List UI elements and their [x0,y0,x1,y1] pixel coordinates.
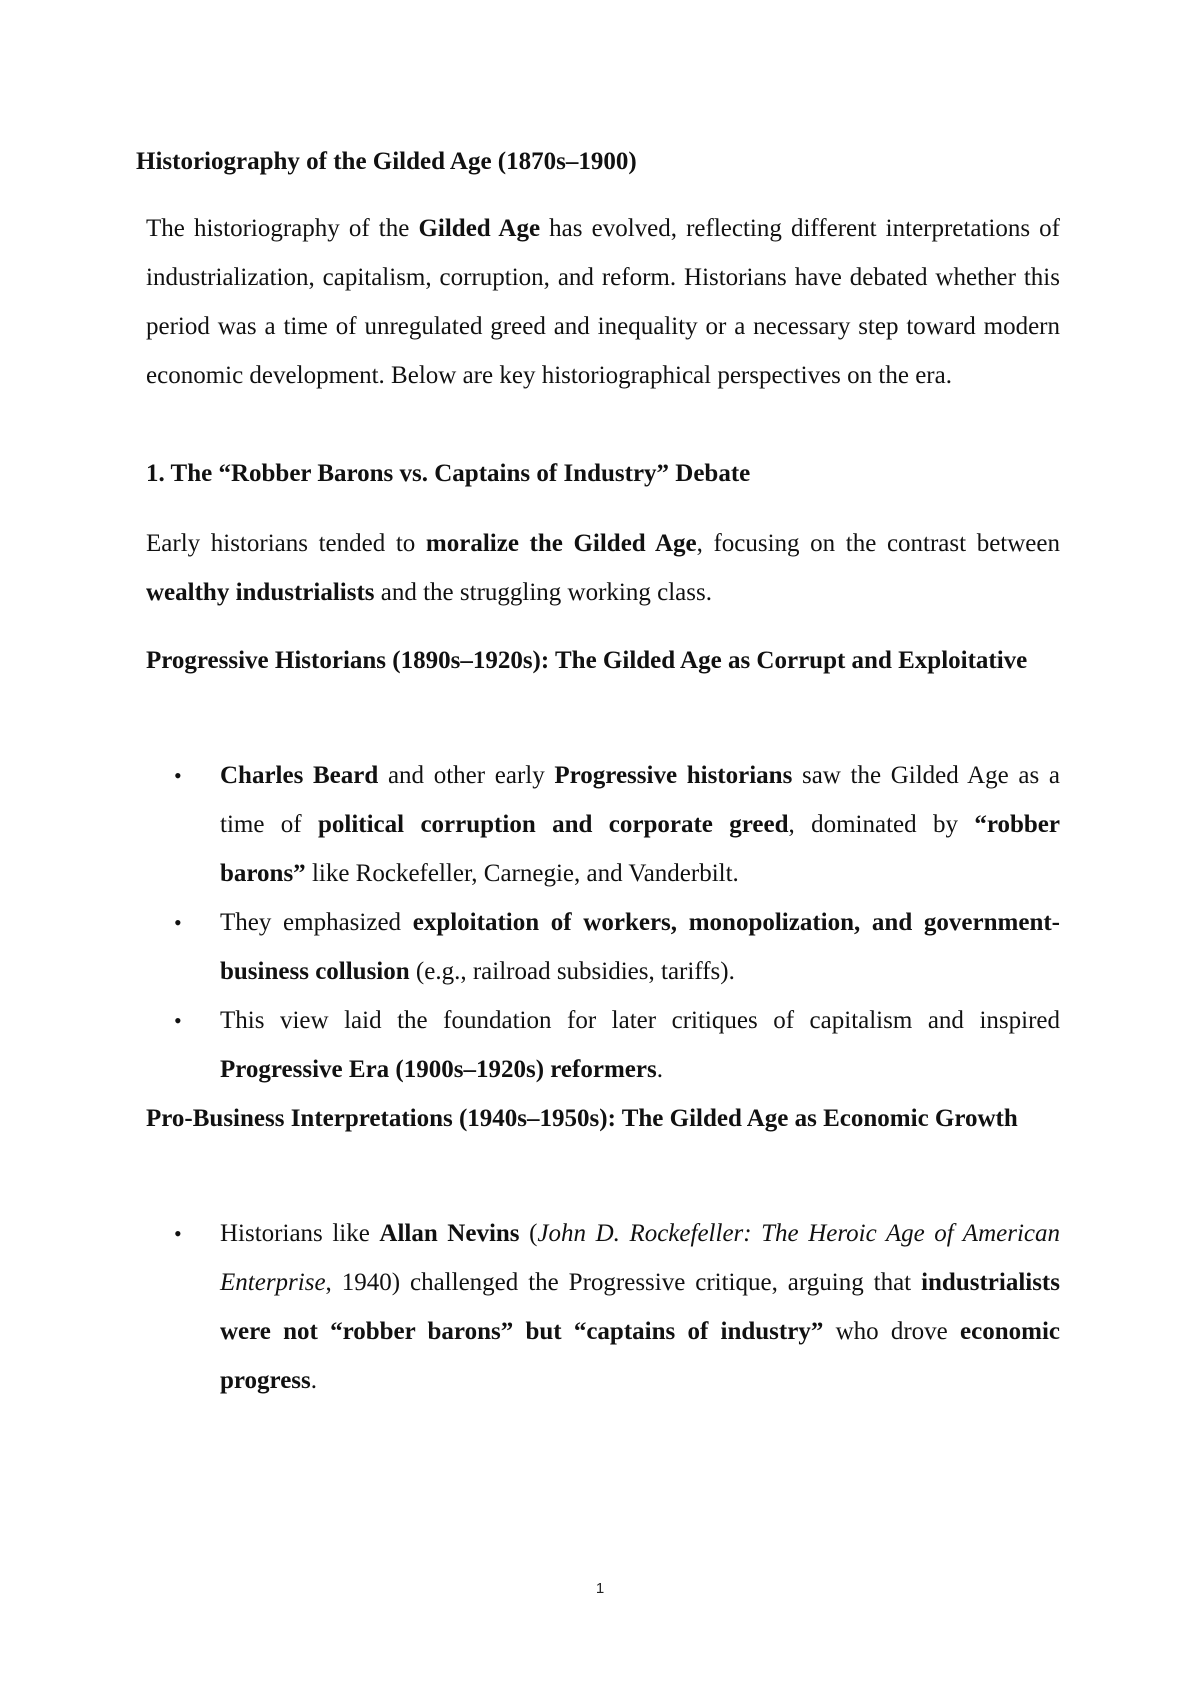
bullet-icon: • [174,1221,182,1246]
progressive-bullet-1 [146,751,1060,898]
pro-business-heading: Pro-Business Interpretations (1940s–1950s): The Gilded Age as Economic Growth [146,1105,1018,1132]
bb1-text-1: Historians like [220,1220,380,1247]
s1-bold-1: moralize the Gilded Age [425,530,697,557]
pb2-text-1: They emphasized [220,909,413,936]
intro-text-1: The historiography of the [146,215,419,242]
s1-bold-2: wealthy industrialists [146,579,375,606]
pb1-bold-4: “robber barons” [220,811,1061,887]
progressive-bullet-2 [146,898,1060,996]
pb1-text-3: , dominated by [788,811,975,838]
bb1-italic-book-title: John D. Rockefeller: The Heroic Age of American Enterprise [220,1220,1060,1296]
intro-paragraph [146,204,1060,400]
s1-text-2: , focusing on the contrast between [696,530,1060,557]
pro-business-bullet-list [146,1209,1060,1405]
bb1-text-3: , 1940) challenged the Progressive critique, arguing that [325,1269,922,1296]
pb1-text-2: saw the Gilded Age as a time of [220,762,1060,838]
progressive-historians-heading: Progressive Historians (1890s–1920s): The Gilded Age as Corrupt and Exploitative [146,647,1028,674]
progressive-bullet-3 [146,996,1060,1094]
document-title: Historiography of the Gilded Age (1870s–1900) [136,148,637,175]
bb1-bold-3: economic progress [220,1318,1060,1394]
pb1-text-4: like Rockefeller, Carnegie, and Vanderbilt. [305,860,739,887]
bb1-text-2: ( [519,1220,538,1247]
pb1-bold-3: political corruption and corporate greed [317,811,789,838]
intro-text-2: has evolved, reflecting different interpretations of industrialization, capitalism, corruption, and reform. Historians have debated whether this period was a time of unregulated greed and inequality or a necessary step toward modern economic development. Below are key historiographical perspectives on the era. [146,215,1060,389]
pb2-text-2: (e.g., railroad subsidies, tariffs). [409,958,735,985]
bb1-text-5: . [310,1367,317,1394]
pb1-bold-1: Charles Beard [220,762,379,789]
pb1-bold-2: Progressive historians [554,762,793,789]
pb3-bold-1: Progressive Era (1900s–1920s) reformers [220,1056,657,1083]
bullet-icon: • [174,1008,182,1033]
bullet-icon: • [174,910,182,935]
s1-text-1: Early historians tended to [146,530,426,557]
page-number: 1 [595,1580,605,1597]
pb1-text-1: and other early [378,762,555,789]
section-1-heading: 1. The “Robber Barons vs. Captains of Industry” Debate [146,460,751,487]
section-1-paragraph [146,519,1060,617]
bullet-icon: • [174,763,182,788]
bb1-text-4: who drove [823,1318,961,1345]
s1-text-3: and the struggling working class. [374,579,712,606]
progressive-bullet-list [146,751,1060,1094]
pro-business-bullet-1 [146,1209,1060,1405]
pb3-text-2: . [656,1056,663,1083]
bb1-bold-1: Allan Nevins [379,1220,520,1247]
pb3-text-1: This view laid the foundation for later critiques of capitalism and inspired [220,1007,1060,1034]
pb2-bold-1: exploitation of workers, monopolization, and government-business collusion [220,909,1060,985]
intro-bold-gilded-age: Gilded Age [418,215,541,242]
bb1-bold-2: industrialists were not “robber barons” but “captains of industry” [220,1269,1060,1345]
